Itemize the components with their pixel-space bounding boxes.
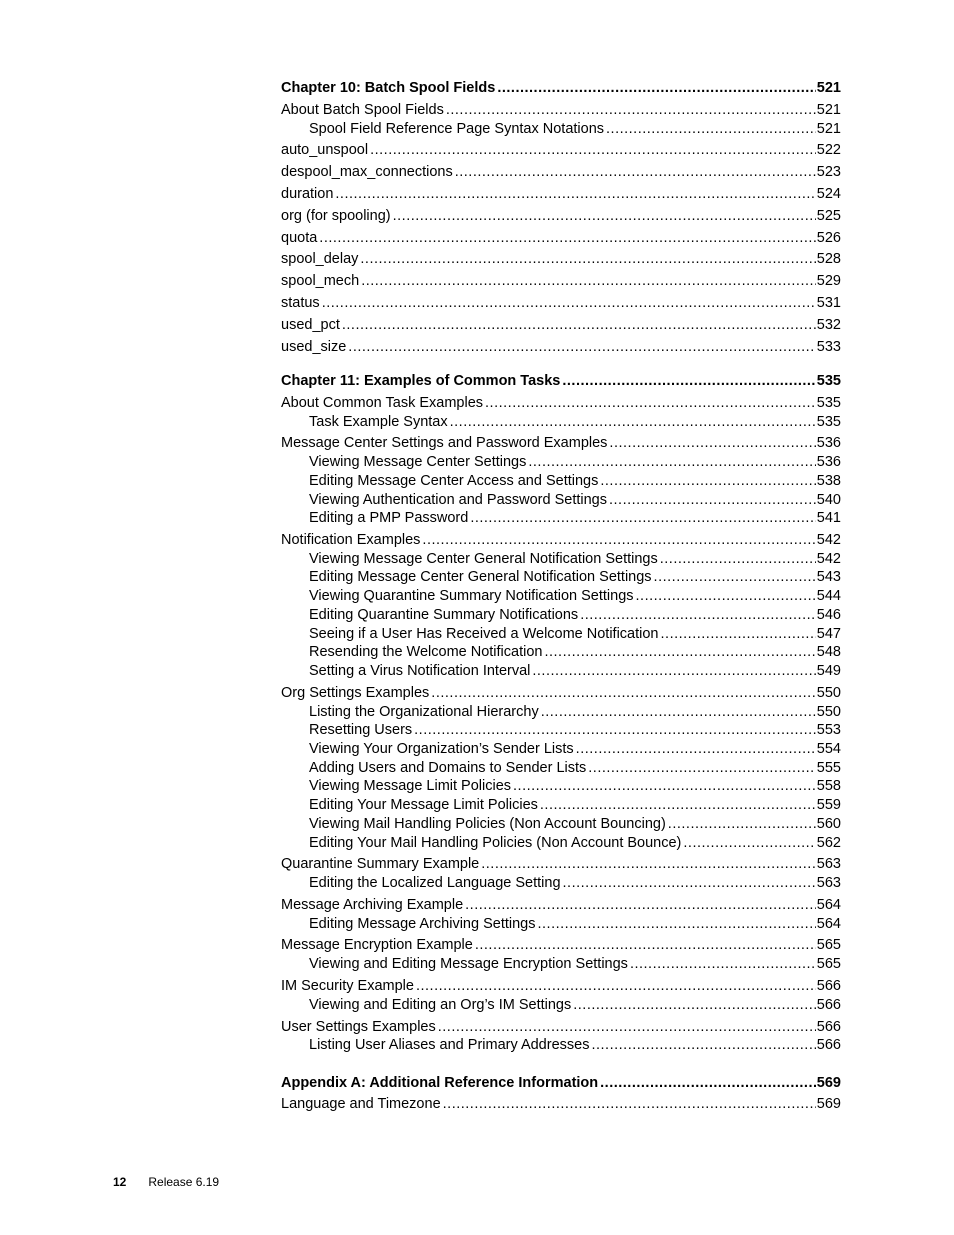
toc-entry[interactable] [281,272,841,291]
toc-entry-page: 565 [816,937,841,953]
dot-leader [562,372,815,391]
toc-entry-page: 563 [816,856,841,872]
toc-subentry[interactable] [309,453,841,472]
toc-entry-title: Viewing Your Organization’s Sender Lists [309,741,574,757]
toc-entry-title: auto_unspool [281,142,369,158]
dot-leader [348,338,816,357]
toc-entry-title: Notification Examples [281,532,421,548]
dot-leader [455,163,816,182]
toc-entry-page: 543 [816,569,841,585]
toc-entry-title: Task Example Syntax [309,414,448,430]
toc-entry-page: 547 [816,626,841,642]
dot-leader [446,101,816,120]
dot-leader [636,587,816,606]
toc-entry-page: 541 [816,510,841,526]
toc-entry-title: despool_max_connections [281,164,453,180]
toc-subentry[interactable] [309,413,841,432]
toc-entry-page: 564 [816,916,841,932]
toc-entry-title: User Settings Examples [281,1019,436,1035]
dot-leader [600,472,815,491]
toc-entry-title: Viewing Quarantine Summary Notification Settings [309,588,634,604]
toc-subentry[interactable] [309,996,841,1015]
toc-entry-title: About Batch Spool Fields [281,102,444,118]
toc-entry-title: quota [281,230,318,246]
toc-entry-page: 528 [816,251,841,267]
toc-subentry[interactable] [309,740,841,759]
toc-entry-page: 548 [816,644,841,660]
toc-entry-title: Viewing Message Limit Policies [309,778,512,794]
release-label: Release 6.19 [148,1175,220,1189]
toc-subentry[interactable] [309,625,841,644]
toc-entry-page: 566 [816,1019,841,1035]
toc-entry[interactable] [281,684,841,703]
toc-entry-title: Viewing Mail Handling Policies (Non Account Bouncing) [309,816,666,832]
dot-leader [414,721,816,740]
toc-entry-title: Resending the Welcome Notification [309,644,543,660]
toc-entry-title: Editing Your Message Limit Policies [309,797,538,813]
toc-entry-title: Editing Message Center General Notification Settings [309,569,652,585]
toc-subentry[interactable] [309,509,841,528]
toc-subentry[interactable] [309,120,841,139]
toc-entry[interactable] [281,294,841,313]
toc-entry-page: 544 [816,588,841,604]
toc-entry-page: 560 [816,816,841,832]
dot-leader [475,936,816,955]
dot-leader [370,141,816,160]
dot-leader [361,272,816,291]
toc-entry[interactable] [281,855,841,874]
toc-entry-title: Setting a Virus Notification Interval [309,663,531,679]
toc-subentry[interactable] [309,815,841,834]
toc-entry[interactable] [281,185,841,204]
toc-entry-page: 566 [816,1037,841,1053]
toc-entry-page: 525 [816,208,841,224]
toc-entry-page: 536 [816,435,841,451]
toc-entry[interactable] [281,896,841,915]
toc-subentry[interactable] [309,834,841,853]
toc-entry[interactable] [281,531,841,550]
toc-entry-title: Chapter 10: Batch Spool Fields [281,80,496,96]
toc-entry-title: org (for spooling) [281,208,391,224]
toc-entry-title: Editing Your Mail Handling Policies (Non Account Bounce) [309,835,682,851]
dot-leader [576,740,816,759]
toc-entry-page: 522 [816,142,841,158]
dot-leader [335,185,815,204]
dot-leader [393,207,816,226]
toc-entry-title: Quarantine Summary Example [281,856,480,872]
toc-entry-title: Appendix A: Additional Reference Information [281,1075,599,1091]
toc-entry-title: Listing User Aliases and Primary Addresses [309,1037,590,1053]
toc-entry-page: 559 [816,797,841,813]
toc-entry-title: About Common Task Examples [281,395,484,411]
toc-entry-title: Viewing and Editing an Org’s IM Settings [309,997,572,1013]
toc-entry-page: 536 [816,454,841,470]
dot-leader [538,915,816,934]
toc-entry-page: 554 [816,741,841,757]
toc-entry-page: 540 [816,492,841,508]
toc-entry-page: 535 [816,395,841,411]
dot-leader [588,759,816,778]
dot-leader [465,896,816,915]
toc-entry-page: 566 [816,978,841,994]
dot-leader [450,413,816,432]
toc-chapter-heading[interactable] [281,372,841,391]
toc-entry-page: 524 [816,186,841,202]
dot-leader [528,453,815,472]
dot-leader [606,120,816,139]
toc-subentry[interactable] [309,721,841,740]
toc-entry-title: Spool Field Reference Page Syntax Notations [309,121,605,137]
toc-entry[interactable] [281,250,841,269]
dot-leader [630,955,816,974]
dot-leader [431,684,816,703]
toc-entry-title: Editing Message Archiving Settings [309,916,536,932]
toc-subentry[interactable] [309,568,841,587]
toc-subentry[interactable] [309,1036,841,1055]
page-number: 12 [113,1175,127,1189]
toc-entry[interactable] [281,316,841,335]
toc-entry-page: 535 [816,373,841,389]
dot-leader [600,1074,816,1093]
toc-entry-page: 542 [816,551,841,567]
dot-leader [513,777,816,796]
toc-entry-title: Editing a PMP Password [309,510,469,526]
toc-subentry[interactable] [309,662,841,681]
dot-leader [660,550,816,569]
toc-chapter-heading[interactable] [281,79,841,98]
dot-leader [532,662,815,681]
toc-entry-title: Editing Quarantine Summary Notifications [309,607,579,623]
toc-entry-page: 535 [816,414,841,430]
toc-entry-title: Editing Message Center Access and Settings [309,473,599,489]
toc-entry-page: 521 [816,102,841,118]
toc-entry-page: 553 [816,722,841,738]
toc-entry-title: used_size [281,339,347,355]
toc-entry-page: 563 [816,875,841,891]
dot-leader [322,294,816,313]
toc-entry-page: 564 [816,897,841,913]
toc-entry-page: 533 [816,339,841,355]
toc-entry[interactable] [281,1018,841,1037]
toc-entry-title: Seeing if a User Has Received a Welcome Notification [309,626,659,642]
dot-leader [481,855,816,874]
dot-leader [683,834,815,853]
toc-entry-page: 526 [816,230,841,246]
toc-entry-title: Viewing Message Center General Notification Settings [309,551,658,567]
dot-leader [422,531,815,550]
dot-leader [470,509,815,528]
toc-subentry[interactable] [309,796,841,815]
toc-entry-title: used_pct [281,317,340,333]
toc-entry[interactable] [281,1095,841,1114]
dot-leader [485,394,816,413]
toc-entry-title: duration [281,186,334,202]
toc-entry[interactable] [281,338,841,357]
dot-leader [563,874,816,893]
toc-subentry[interactable] [309,587,841,606]
toc-entry-title: Viewing Message Center Settings [309,454,527,470]
toc-entry[interactable] [281,207,841,226]
toc-entry[interactable] [281,394,841,413]
toc-entry[interactable] [281,434,841,453]
dot-leader [438,1018,816,1037]
toc-subentry[interactable] [309,955,841,974]
dot-leader [540,796,816,815]
toc-entry-page: 523 [816,164,841,180]
dot-leader [443,1095,816,1114]
toc-entry-page: 569 [816,1075,841,1091]
toc-entry-title: Language and Timezone [281,1096,441,1112]
page-footer [113,1175,219,1189]
toc-subentry[interactable] [309,874,841,893]
toc-entry-page: 550 [816,685,841,701]
toc-entry-page: 532 [816,317,841,333]
toc-entry-page: 550 [816,704,841,720]
toc-entry-page: 546 [816,607,841,623]
dot-leader [609,491,816,510]
toc-entry[interactable] [281,101,841,120]
toc-subentry[interactable] [309,777,841,796]
dot-leader [544,643,815,662]
toc-entry[interactable] [281,229,841,248]
toc-entry[interactable] [281,936,841,955]
toc-entry[interactable] [281,141,841,160]
dot-leader [360,250,815,269]
toc-entry-title: Adding Users and Domains to Sender Lists [309,760,587,776]
toc-entry[interactable] [281,977,841,996]
dot-leader [497,79,815,98]
dot-leader [591,1036,815,1055]
toc-entry-title: Message Encryption Example [281,937,473,953]
toc-entry-page: 531 [816,295,841,311]
toc-entry-page: 549 [816,663,841,679]
toc-entry-title: Listing the Organizational Hierarchy [309,704,539,720]
toc-entry-page: 569 [816,1096,841,1112]
toc-entry-title: Editing the Localized Language Setting [309,875,561,891]
dot-leader [541,703,816,722]
toc-entry-title: Org Settings Examples [281,685,430,701]
toc-entry-page: 558 [816,778,841,794]
toc-entry-title: Message Center Settings and Password Examples [281,435,608,451]
toc-entry-title: Resetting Users [309,722,413,738]
toc-chapter-heading[interactable] [281,1074,841,1093]
toc-subentry[interactable] [309,759,841,778]
dot-leader [416,977,816,996]
dot-leader [609,434,815,453]
toc-subentry[interactable] [309,915,841,934]
toc-subentry[interactable] [309,703,841,722]
toc-entry-page: 529 [816,273,841,289]
toc-subentry[interactable] [309,643,841,662]
toc-entry-title: Message Archiving Example [281,897,464,913]
toc-entry-title: spool_delay [281,251,359,267]
toc-entry-page: 521 [816,121,841,137]
dot-leader [580,606,816,625]
dot-leader [654,568,816,587]
toc-entry-title: IM Security Example [281,978,414,994]
toc-subentry[interactable] [309,472,841,491]
toc-entry-page: 555 [816,760,841,776]
toc-entry-page: 566 [816,997,841,1013]
dot-leader [342,316,816,335]
toc-entry-title: Chapter 11: Examples of Common Tasks [281,373,561,389]
toc-entry[interactable] [281,163,841,182]
toc-subentry[interactable] [309,491,841,510]
toc-entry-page: 542 [816,532,841,548]
toc-entry-page: 562 [816,835,841,851]
toc-entry-page: 538 [816,473,841,489]
dot-leader [573,996,816,1015]
toc-entry-title: Viewing Authentication and Password Settings [309,492,607,508]
dot-leader [661,625,816,644]
toc-subentry[interactable] [309,606,841,625]
dot-leader [668,815,816,834]
toc-entry-title: status [281,295,320,311]
toc-entry-page: 521 [816,80,841,96]
dot-leader [319,229,816,248]
toc-entry-title: spool_mech [281,273,360,289]
toc-entry-page: 565 [816,956,841,972]
toc-entry-title: Viewing and Editing Message Encryption Settings [309,956,628,972]
toc-subentry[interactable] [309,550,841,569]
